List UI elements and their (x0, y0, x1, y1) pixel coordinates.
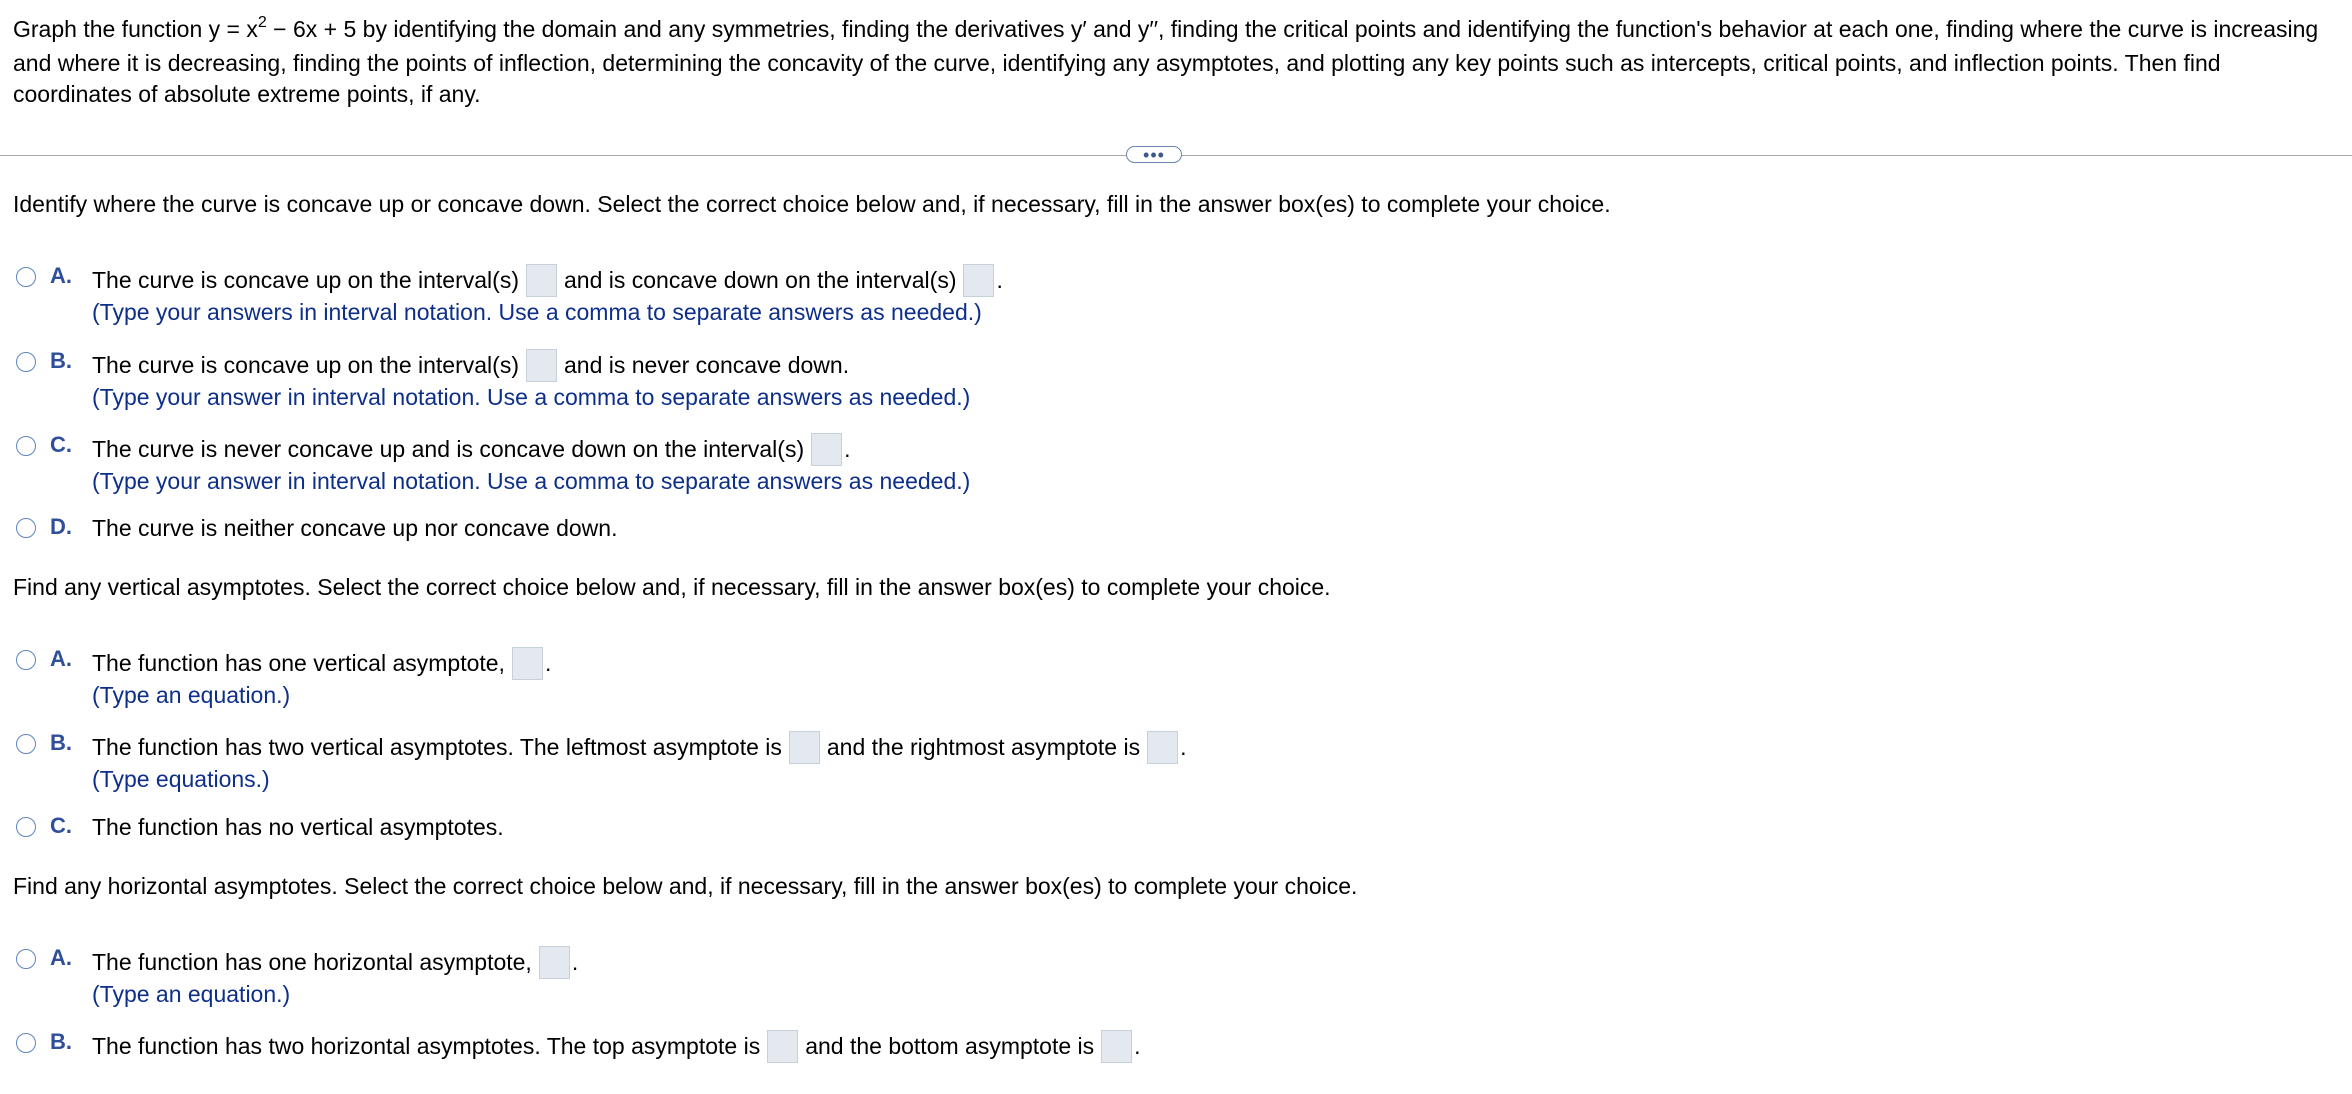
option-text: The function has one vertical asymptote, (92, 650, 505, 676)
option-letter[interactable]: D. (50, 514, 72, 539)
expand-ellipsis-button[interactable]: ••• (1126, 146, 1182, 163)
radio-button[interactable] (16, 267, 36, 287)
radio-button[interactable] (16, 352, 36, 372)
problem-text-rest: − 6x + 5 by identifying the domain and any symmetries, finding the derivatives y′ and y′′, finding the critical points and identifying the function's behavior at each one, finding where the curve is increasing and where it is decreasing, finding the points of inflection, determining the concavity of the curve, identifying any asymptotes, and plotting any key points such as intercepts, critical points, and inflection points. Then find coordinates of absolute extreme points, if any. (13, 16, 2319, 107)
radio-button[interactable] (16, 949, 36, 969)
radio-button[interactable] (16, 436, 36, 456)
option-text: The function has one horizontal asymptote, (92, 949, 532, 975)
answer-hint: (Type an equation.) (92, 682, 291, 708)
bottom-asymptote-answer-box[interactable] (1101, 1030, 1132, 1063)
option-text: The function has no vertical asymptotes. (92, 814, 504, 840)
option-text: The curve is neither concave up nor concave down. (92, 515, 618, 541)
option-text: The function has two vertical asymptotes. The leftmost asymptote is (92, 734, 782, 760)
answer-hint: (Type equations.) (92, 766, 270, 792)
answer-hint: (Type an equation.) (92, 981, 291, 1007)
leftmost-asymptote-answer-box[interactable] (789, 731, 820, 764)
option-letter[interactable]: A. (50, 945, 72, 970)
option-text: and the rightmost asymptote is (826, 734, 1141, 760)
concave-up-answer-box[interactable] (526, 264, 557, 297)
option-text: The curve is concave up on the interval(s) (92, 267, 519, 293)
top-asymptote-answer-box[interactable] (767, 1030, 798, 1063)
answer-hint: (Type your answers in interval notation. Use a comma to separate answers as needed.) (92, 299, 982, 325)
period: . (844, 436, 851, 462)
exponent: 2 (257, 14, 267, 31)
option-letter[interactable]: B. (50, 1029, 72, 1054)
period: . (1134, 1033, 1141, 1059)
option-text: The curve is never concave up and is concave down on the interval(s) (92, 436, 805, 462)
concave-down-answer-box[interactable] (963, 264, 994, 297)
option-letter[interactable]: C. (50, 432, 72, 457)
problem-statement (13, 14, 2339, 110)
option-letter[interactable]: A. (50, 263, 72, 288)
radio-button[interactable] (16, 734, 36, 754)
answer-hint: (Type your answer in interval notation. Use a comma to separate answers as needed.) (92, 468, 971, 494)
period: . (544, 650, 552, 676)
vertical-asymptote-instruction: Find any vertical asymptotes. Select the correct choice below and, if necessary, fill in the answer box(es) to complete your choice. (13, 574, 1331, 600)
period: . (996, 267, 1003, 293)
radio-button[interactable] (16, 1033, 36, 1053)
answer-hint: (Type your answer in interval notation. Use a comma to separate answers as needed.) (92, 384, 971, 410)
rightmost-asymptote-answer-box[interactable] (1147, 731, 1178, 764)
option-text: and the bottom asymptote is (805, 1033, 1095, 1059)
horizontal-asymptote-instruction: Find any horizontal asymptotes. Select the correct choice below and, if necessary, fill in the answer box(es) to complete your choice. (13, 873, 1358, 899)
option-letter[interactable]: C. (50, 813, 72, 838)
radio-button[interactable] (16, 650, 36, 670)
option-text: and is concave down on the interval(s) (563, 267, 957, 293)
vertical-asymptote-answer-box[interactable] (512, 647, 543, 680)
concavity-instruction: Identify where the curve is concave up or concave down. Select the correct choice below and, if necessary, fill in the answer box(es) to complete your choice. (13, 191, 1611, 217)
option-text: The curve is concave up on the interval(s) (92, 352, 519, 378)
option-letter[interactable]: B. (50, 348, 72, 373)
option-letter[interactable]: A. (50, 646, 72, 671)
option-text: The function has two horizontal asymptotes. The top asymptote is (92, 1033, 761, 1059)
option-letter[interactable]: B. (50, 730, 72, 755)
radio-button[interactable] (16, 518, 36, 538)
concave-up-answer-box[interactable] (526, 349, 557, 382)
option-text: and is never concave down. (563, 352, 850, 378)
concave-down-answer-box[interactable] (811, 433, 842, 466)
period: . (571, 949, 579, 975)
radio-button[interactable] (16, 817, 36, 837)
period: . (1180, 734, 1187, 760)
problem-text-start: Graph the function y = x (13, 16, 258, 42)
horizontal-asymptote-answer-box[interactable] (539, 946, 570, 979)
